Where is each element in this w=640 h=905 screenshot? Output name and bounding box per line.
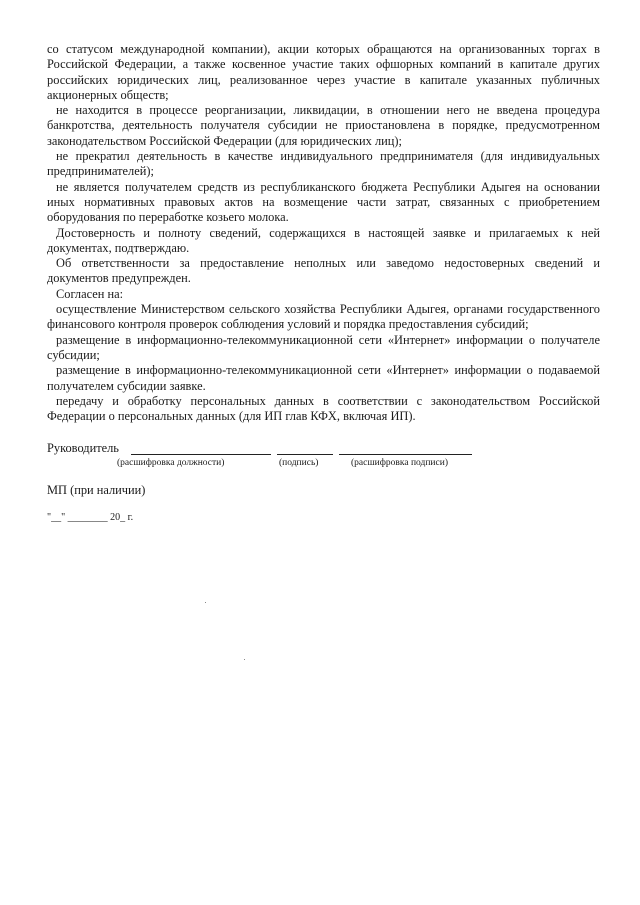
paragraph-agree-personal-data: передачу и обработку персональных данных в соответствии с законодательством Российской Федерации о персональных данных (для ИП глав КФХ, включая ИП). <box>47 393 600 424</box>
date-line: "__" ________ 20_ г. <box>47 512 134 523</box>
paragraph-not-ceased: не прекратил деятельность в качестве индивидуального предпринимателя (для индивидуальных предпринимателей); <box>47 149 600 179</box>
paragraph-responsibility: Об ответственности за предоставление неполных или заведомо недостоверных сведений и документов предупрежден. <box>47 256 600 286</box>
paragraph-no-reorganization: не находится в процессе реорганизации, ликвидации, в отношении него не введена процедура банкротства, деятельность получателя субсидии не приостановлена в порядке, предусмотренном законодательством Российской Федерации (для юридических лиц); <box>47 103 600 148</box>
signature-label: Руководитель <box>47 441 119 455</box>
paragraph-agree-inspections: осуществление Министерством сельского хозяйства Республики Адыгея, органами государственного финансового контроля проверок соблюдения условий и порядка предоставления субсидий; <box>47 302 600 332</box>
paragraph-offshore-participation: со статусом международной компании), акции которых обращаются на организованных торгах в Российской Федерации, а также косвенное участие таких офшорных компаний в капитале других российских юридических лиц, реализованное через участие в капитале указанных публичных акционерных обществ; <box>47 42 600 102</box>
scan-speck <box>244 659 245 660</box>
signature-block <box>47 441 607 471</box>
signature-caption: (подпись) <box>279 458 319 468</box>
document-body <box>47 42 600 424</box>
stamp-place: МП (при наличии) <box>47 483 146 497</box>
signature-line <box>277 454 333 455</box>
paragraph-not-recipient: не является получателем средств из республиканского бюджета Республики Адыгея на основании иных нормативных правовых актов на возмещение части затрат, связанных с приобретением оборудования по переработке козьего молока. <box>47 179 600 225</box>
scan-speck <box>205 602 206 603</box>
position-caption: (расшифровка должности) <box>117 458 225 468</box>
name-line <box>339 454 472 455</box>
position-line <box>131 454 271 455</box>
paragraph-agree-publish-application: размещение в информационно-телекоммуникационной сети «Интернет» информации о подаваемой получателем субсидии заявке. <box>47 363 600 393</box>
paragraph-confirm-accuracy: Достоверность и полноту сведений, содержащихся в настоящей заявке и прилагаемых к ней документах, подтверждаю. <box>47 225 600 255</box>
paragraph-agree-heading: Согласен на: <box>56 286 124 301</box>
name-caption: (расшифровка подписи) <box>351 458 448 468</box>
paragraph-agree-publish-recipient: размещение в информационно-телекоммуникационной сети «Интернет» информации о получателе субсидии; <box>47 332 600 362</box>
